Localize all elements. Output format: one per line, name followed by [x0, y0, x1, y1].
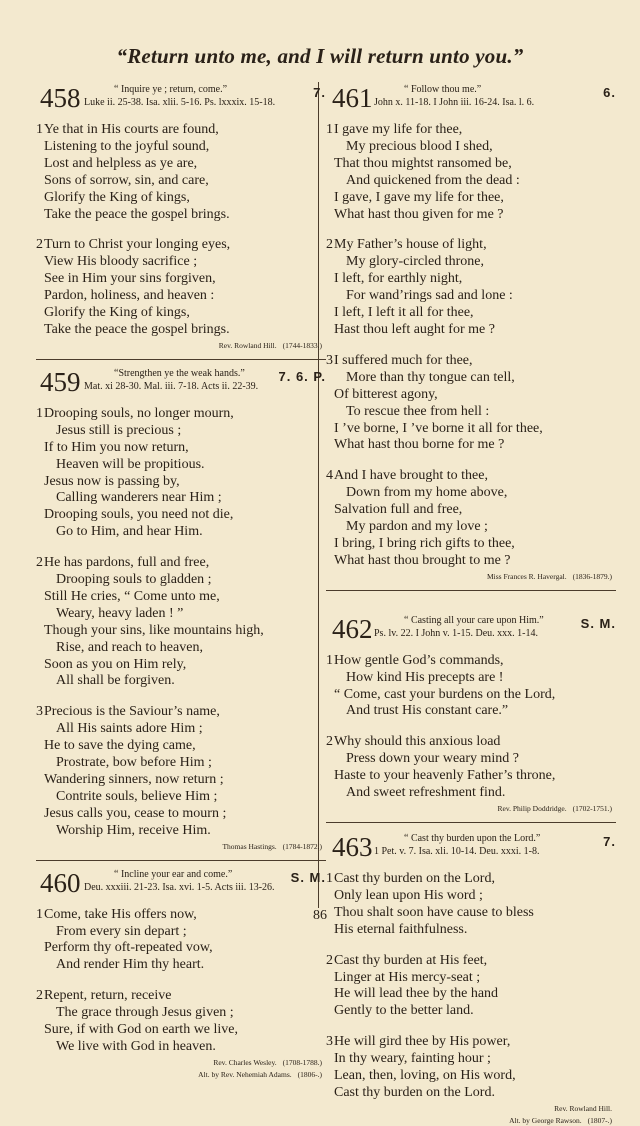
verse-text: Gently to the better land. [334, 1003, 474, 1019]
verse-line [36, 924, 326, 941]
verse-text: Drooping souls to gladden ; [56, 572, 212, 588]
verse-line [326, 734, 616, 751]
verse-text: If to Him you now return, [44, 439, 189, 455]
verse-text: Drooping souls, no longer mourn, [44, 405, 234, 421]
author-name: Rev. Philip Doddridge. [497, 804, 567, 813]
verse-line [36, 457, 326, 474]
verse-text: I left, for earthly night, [334, 271, 463, 287]
hymn-458 [36, 80, 326, 360]
scripture-references: Deu. xxxiii. 21-23. Isa. xvi. 1-5. Acts iii. 13-26. [84, 881, 275, 893]
hymn-subtitle [374, 832, 540, 858]
verse-line [36, 1022, 326, 1039]
verse-line [36, 640, 326, 657]
hymn-meter: S. M. [580, 615, 616, 631]
verse-text: Soon as you on Him rely, [44, 656, 187, 672]
verse-text: Listening to the joyful sound, [44, 138, 210, 154]
hymn-subtitle [84, 83, 275, 109]
verse-line [326, 207, 616, 224]
hymn-motto: “ Inquire ye ; return, come.” [114, 84, 228, 95]
verse-text: Down from my home above, [346, 485, 508, 501]
stanza-number: 1 [326, 652, 333, 668]
verse-text: Of bitterest agony, [334, 386, 438, 402]
verse-line [36, 207, 326, 224]
stanza-number: 2 [36, 988, 43, 1004]
hymn-subtitle [84, 367, 258, 393]
verse-text: Linger at His mercy-seat ; [334, 969, 481, 985]
author-name: Rev. Charles Wesley. [213, 1057, 277, 1067]
verse-line [36, 474, 326, 491]
hymn-subtitle [374, 614, 544, 640]
verse-line [326, 653, 616, 670]
verse-line [326, 271, 616, 288]
hymn-460 [36, 865, 326, 1080]
stanza-number: 3 [36, 704, 43, 720]
hymn-separator [326, 822, 616, 823]
stanza [326, 122, 616, 223]
author-name: Miss Frances R. Havergal. [486, 571, 567, 581]
hymn-meter: 7. [603, 834, 616, 849]
alteration-years: (1807-.) [587, 1115, 612, 1125]
verse-text: I left, I left it all for thee, [334, 305, 474, 321]
hymn-number: 461 [332, 83, 373, 113]
verse-line [326, 751, 616, 768]
stanza [36, 122, 326, 223]
hymn-author [36, 1058, 326, 1068]
verse-text: For wand’rings sad and lone : [346, 288, 513, 304]
hymn-header [326, 611, 616, 647]
right-column [326, 80, 616, 1126]
verse-line [326, 190, 616, 207]
stanza [326, 734, 616, 802]
verse-text: Sure, if with God on earth we live, [44, 1022, 239, 1038]
verse-text: What hast thou given for me ? [334, 206, 504, 222]
stanza [326, 953, 616, 1021]
verse-line [326, 122, 616, 139]
left-column [36, 80, 326, 1080]
hymn-motto: “ Follow thou me.” [404, 84, 482, 95]
verse-text: Glorify the King of kings, [44, 305, 190, 321]
hymn-number: 459 [40, 366, 81, 397]
verse-text: And I have brought to thee, [334, 468, 488, 484]
verse-text: Wandering sinners, now return ; [44, 772, 224, 787]
verse-text: Prostrate, bow before Him ; [56, 755, 212, 771]
verse-text: Cast thy burden on the Lord. [334, 1084, 495, 1100]
hymn-459 [36, 364, 326, 861]
verse-line [36, 673, 326, 690]
verse-line [326, 437, 616, 454]
verse-line [326, 1051, 616, 1068]
verse-line [326, 703, 616, 720]
scripture-references: Luke ii. 25-38. Isa. xlii. 5-16. Ps. lxxxix. 15-18. [84, 97, 276, 108]
hymn-number: 460 [40, 867, 81, 898]
verse-text: Calling wanderers near Him ; [56, 490, 222, 506]
verse-text: Lean, then, loving, on His word, [334, 1068, 516, 1084]
verse-text: I ’ve borne, I ’ve borne it all for thee, [334, 420, 543, 436]
verse-line [326, 888, 616, 905]
verse-line [326, 485, 616, 502]
author-years: (1744-1833.) [282, 340, 322, 350]
verse-line [36, 322, 326, 339]
verse-line [36, 254, 326, 271]
stanza-number: 1 [326, 122, 333, 137]
verse-text: More than thy tongue can tell, [346, 369, 515, 385]
verse-line [326, 768, 616, 785]
verse-line [36, 423, 326, 440]
author-name: Rev. Rowland Hill. [218, 340, 277, 350]
verse-text: That thou mightst ransomed be, [334, 155, 512, 171]
verse-text: Rise, and reach to heaven, [56, 639, 203, 655]
verse-text: Jesus now is passing by, [44, 473, 180, 489]
verse-text: The grace through Jesus given ; [56, 1005, 234, 1021]
author-years: (1784-1872.) [282, 841, 322, 851]
verse-text: He will lead thee by the hand [334, 986, 499, 1002]
verse-line [36, 524, 326, 541]
hymn-author [326, 1104, 616, 1114]
verse-text: My precious blood I shed, [346, 138, 493, 154]
verse-line [36, 806, 326, 823]
hymn-meter: S. M. [290, 869, 326, 885]
stanza [326, 468, 616, 569]
verse-line [326, 353, 616, 370]
verse-text: Heaven will be propitious. [56, 456, 205, 472]
verse-text: My Father’s house of light, [334, 237, 487, 253]
stanza [36, 555, 326, 690]
verse-text: From every sin depart ; [56, 923, 187, 939]
page-number: 86 [313, 908, 327, 923]
stanza-number: 1 [326, 871, 333, 886]
stanza-number: 2 [36, 237, 43, 253]
verse-line [326, 156, 616, 173]
stanza [326, 653, 616, 721]
verse-text: What hast thou borne for me ? [334, 437, 505, 453]
hymn-meter: 7. 6. P. [278, 368, 326, 384]
verse-line [326, 468, 616, 485]
hymn-author [326, 804, 616, 814]
verse-line [326, 519, 616, 536]
verse-line [36, 122, 326, 139]
stanza-number: 2 [326, 237, 333, 253]
verse-text: Press down your weary mind ? [346, 751, 520, 767]
verse-line [326, 1003, 616, 1020]
verse-text: I bring, I bring rich gifts to thee, [334, 535, 515, 551]
verse-line [326, 305, 616, 322]
stanza [36, 406, 326, 541]
hymn-header [36, 80, 326, 116]
hymn-number: 462 [332, 613, 373, 644]
verse-line [36, 772, 326, 789]
verse-text: I suffered much for thee, [334, 352, 473, 368]
hymn-separator [326, 590, 616, 591]
verse-text: Haste to your heavenly Father’s throne, [334, 768, 556, 784]
verse-text: How gentle God’s commands, [334, 652, 504, 668]
verse-line [36, 721, 326, 738]
verse-line [36, 789, 326, 806]
verse-text: Why should this anxious load [334, 734, 501, 750]
verse-line [36, 507, 326, 524]
verse-line [326, 254, 616, 271]
verse-line [326, 1034, 616, 1051]
verse-text: And render Him thy heart. [56, 957, 205, 973]
stanza-number: 4 [326, 468, 333, 484]
verse-line [326, 288, 616, 305]
verse-text: Thou shalt soon have cause to bless [334, 904, 534, 920]
verse-text: I gave, I gave my life for thee, [334, 189, 504, 205]
alteration-name: Alt. by George Rawson. [509, 1115, 582, 1125]
verse-line [326, 785, 616, 802]
hymn-separator [36, 359, 326, 360]
verse-line [36, 738, 326, 755]
hymn-header [36, 865, 326, 901]
verse-text: Pardon, holiness, and heaven : [44, 288, 215, 304]
hymn-number: 463 [332, 832, 373, 862]
verse-text: Salvation full and free, [334, 502, 463, 518]
stanza-number: 1 [36, 405, 43, 421]
verse-line [326, 986, 616, 1003]
verse-text: Weary, heavy laden ! ” [56, 605, 184, 621]
verse-line [326, 953, 616, 970]
author-name: Rev. Rowland Hill. [554, 1103, 612, 1113]
verse-line [326, 322, 616, 339]
verse-text: My pardon and my love ; [346, 519, 488, 535]
hymn-header [326, 829, 616, 865]
verse-line [36, 490, 326, 507]
hymn-461 [326, 80, 616, 591]
verse-text: My glory-circled throne, [346, 254, 485, 270]
verse-text: He will gird thee by His power, [334, 1034, 511, 1050]
verse-line [36, 823, 326, 840]
verse-line [36, 657, 326, 674]
verse-line [36, 288, 326, 305]
verse-text: We live with God in heaven. [56, 1038, 216, 1054]
stanza-number: 1 [36, 122, 43, 137]
verse-text: Sons of sorrow, sin, and care, [44, 172, 209, 188]
verse-line [36, 704, 326, 721]
verse-text: He to save the dying came, [44, 738, 196, 754]
verse-line [36, 271, 326, 288]
verse-line [326, 404, 616, 421]
verse-text: How kind His precepts are ! [346, 669, 504, 685]
scripture-references: John x. 11-18. I John iii. 16-24. Isa. l. 6. [374, 97, 535, 108]
verse-line [36, 988, 326, 1005]
stanza [36, 704, 326, 839]
verse-text: View His bloody sacrifice ; [44, 254, 198, 270]
verse-line [326, 139, 616, 156]
stanza [326, 1034, 616, 1102]
verse-line [326, 502, 616, 519]
verse-text: Though your sins, like mountains high, [44, 622, 264, 638]
hymn-meter: 7. [313, 85, 326, 100]
verse-text: Ye that in His courts are found, [44, 122, 219, 137]
verse-line [36, 755, 326, 772]
verse-text: His eternal faithfulness. [334, 921, 468, 937]
verse-text: Cast thy burden at His feet, [334, 952, 488, 968]
verse-text: All shall be forgiven. [56, 673, 175, 689]
verse-text: Cast thy burden on the Lord, [334, 871, 495, 886]
hymn-alteration [326, 1116, 616, 1126]
verse-text: Perform thy oft-repeated vow, [44, 940, 213, 956]
verse-text: And trust His constant care.” [346, 703, 509, 719]
verse-line [36, 406, 326, 423]
scripture-references: Ps. lv. 22. I John v. 1-15. Deu. xxx. 1-14. [374, 627, 538, 639]
author-years: (1708-1788.) [282, 1057, 322, 1067]
verse-text: Worship Him, receive Him. [56, 822, 211, 838]
verse-line [326, 553, 616, 570]
verse-text: What hast thou brought to me ? [334, 552, 511, 568]
verse-line [36, 940, 326, 957]
stanza [326, 353, 616, 454]
verse-line [326, 687, 616, 704]
hymn-header [36, 364, 326, 400]
verse-line [36, 606, 326, 623]
verse-text: Only lean upon His word ; [334, 887, 483, 903]
verse-line [36, 305, 326, 322]
verse-text: Precious is the Saviour’s name, [44, 704, 220, 720]
page-title: “Return unto me, and I will return unto you.” [116, 44, 524, 68]
verse-line [36, 589, 326, 606]
verse-text: And sweet refreshment find. [346, 785, 506, 801]
hymn-motto: “Strengthen ye the weak hands.” [114, 367, 245, 379]
verse-line [36, 1039, 326, 1056]
hymn-meter: 6. [603, 85, 616, 100]
stanza-number: 3 [326, 1034, 333, 1050]
hymn-463 [326, 829, 616, 1126]
verse-text: Take the peace the gospel brings. [44, 321, 230, 337]
verse-line [326, 536, 616, 553]
verse-line [326, 1085, 616, 1102]
verse-text: I gave my life for thee, [334, 122, 463, 137]
hymn-motto: “ Casting all your care upon Him.” [404, 614, 544, 626]
stanza-number: 1 [36, 906, 43, 922]
verse-text: See in Him your sins forgiven, [44, 271, 216, 287]
hymn-header [326, 80, 616, 116]
verse-text: Still He cries, “ Come unto me, [44, 588, 220, 604]
verse-text: Lost and helpless as ye are, [44, 155, 198, 171]
verse-line [326, 173, 616, 190]
stanza-number: 2 [326, 952, 333, 968]
verse-line [326, 922, 616, 939]
verse-text: “ Come, cast your burdens on the Lord, [334, 686, 556, 702]
alteration-years: (1806-.) [297, 1069, 322, 1079]
verse-text: Drooping souls, you need not die, [44, 507, 234, 523]
verse-text: Take the peace the gospel brings. [44, 206, 230, 222]
author-years: (1836-1879.) [572, 571, 612, 581]
hymn-subtitle [374, 83, 534, 109]
verse-line [326, 1068, 616, 1085]
hymn-alteration [36, 1070, 326, 1080]
hymn-subtitle [84, 868, 275, 894]
verse-line [326, 387, 616, 404]
verse-line [326, 970, 616, 987]
verse-line [36, 156, 326, 173]
verse-line [36, 173, 326, 190]
verse-text: Jesus calls you, cease to mourn ; [44, 805, 227, 821]
verse-text: Repent, return, receive [44, 988, 172, 1004]
hymn-separator [36, 860, 326, 861]
verse-text: In thy weary, fainting hour ; [334, 1051, 491, 1067]
stanza [36, 237, 326, 338]
hymn-author [326, 572, 616, 582]
alteration-name: Alt. by Rev. Nehemiah Adams. [198, 1069, 292, 1079]
verse-line [326, 670, 616, 687]
verse-line [36, 440, 326, 457]
stanza-number: 2 [36, 555, 43, 571]
hymn-motto: “ Incline your ear and come.” [114, 868, 233, 880]
verse-text: He has pardons, full and free, [44, 555, 210, 571]
verse-line [36, 623, 326, 640]
hymn-number: 458 [40, 83, 81, 113]
hymn-author [36, 842, 326, 852]
verse-line [36, 1005, 326, 1022]
verse-line [36, 139, 326, 156]
verse-text: Hast thou left aught for me ? [334, 321, 495, 337]
verse-text: Go to Him, and hear Him. [56, 524, 203, 540]
stanza [326, 237, 616, 338]
stanza-number: 2 [326, 734, 333, 750]
verse-line [36, 237, 326, 254]
hymn-motto: “ Cast thy burden upon the Lord.” [404, 833, 541, 844]
stanza [36, 988, 326, 1056]
verse-line [36, 555, 326, 572]
scripture-references: Mat. xi 28-30. Mal. iii. 7-18. Acts ii. 22-39. [84, 380, 259, 392]
verse-text: Glorify the King of kings, [44, 189, 190, 205]
hymn-462 [326, 611, 616, 823]
verse-line [36, 190, 326, 207]
verse-text: All His saints adore Him ; [56, 721, 203, 737]
hymn-author [36, 341, 326, 351]
verse-text: Turn to Christ your longing eyes, [44, 237, 231, 253]
verse-line [326, 871, 616, 888]
author-name: Thomas Hastings. [222, 841, 277, 851]
verse-text: Contrite souls, believe Him ; [56, 788, 218, 804]
verse-line [36, 572, 326, 589]
verse-line [326, 237, 616, 254]
verse-line [326, 370, 616, 387]
verse-text: And quickened from the dead : [346, 172, 520, 188]
stanza [326, 871, 616, 939]
author-years: (1702-1751.) [572, 804, 612, 813]
scripture-references: 1 Pet. v. 7. Isa. xli. 10-14. Deu. xxxi. 1-8. [374, 846, 540, 857]
verse-text: Jesus still is precious ; [56, 422, 182, 438]
verse-text: To rescue thee from hell : [346, 403, 490, 419]
verse-text: Come, take His offers now, [44, 906, 197, 922]
verse-line [326, 421, 616, 438]
stanza-number: 3 [326, 352, 333, 368]
